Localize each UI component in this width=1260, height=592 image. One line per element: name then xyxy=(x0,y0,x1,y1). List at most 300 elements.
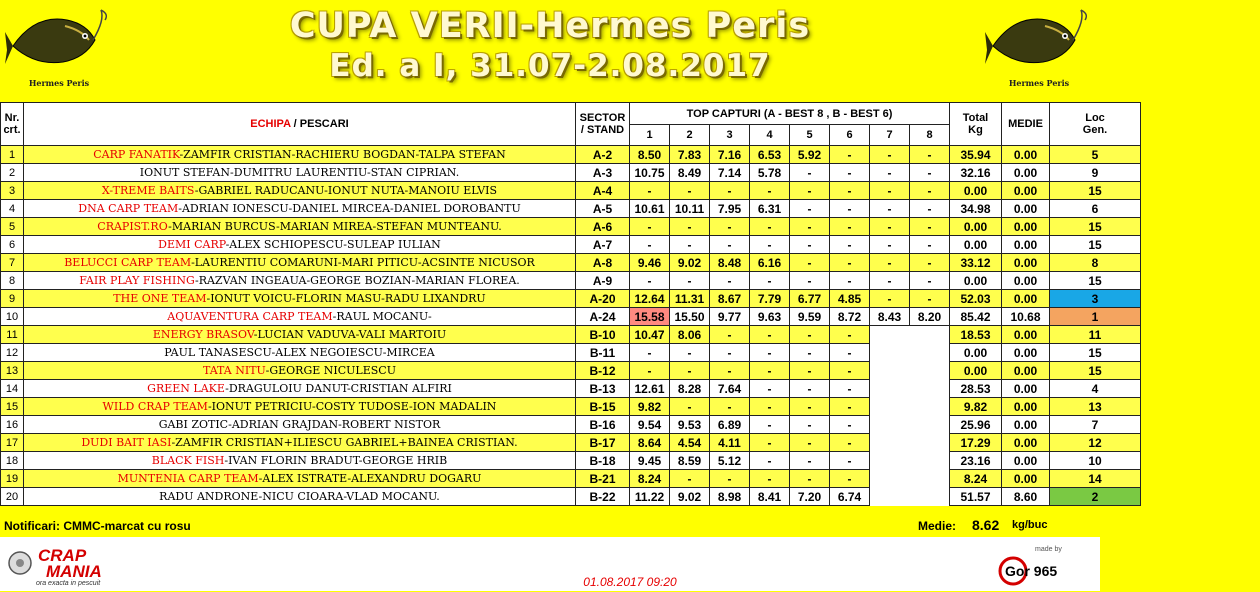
capture-cell: 9.54 xyxy=(630,416,670,434)
medie-cell: 0.00 xyxy=(1002,362,1050,380)
capture-cell: - xyxy=(910,272,950,290)
empty-cell xyxy=(870,398,950,416)
stand-cell: B-18 xyxy=(576,452,630,470)
medie-cell: 0.00 xyxy=(1002,146,1050,164)
table-row xyxy=(1,488,1141,506)
capture-cell: - xyxy=(790,362,830,380)
loc-cell: 10 xyxy=(1050,452,1141,470)
team-cell xyxy=(24,326,576,344)
stand-cell: A-2 xyxy=(576,146,630,164)
medie-unit: kg/buc xyxy=(1012,519,1048,531)
loc-cell: 14 xyxy=(1050,470,1141,488)
capture-cell: - xyxy=(910,164,950,182)
medie-cell: 0.00 xyxy=(1002,380,1050,398)
team-cell xyxy=(24,164,576,182)
logo-caption-left: Hermes Peris xyxy=(28,78,90,88)
capture-cell: - xyxy=(790,416,830,434)
team-members: -GABRIEL RADUCANU-IONUT NUTA-MANOIU ELVIS xyxy=(194,184,498,197)
capture-cell: - xyxy=(830,398,870,416)
medie-value: 8.62 xyxy=(972,517,1000,533)
table-row xyxy=(1,452,1141,470)
medie-cell: 0.00 xyxy=(1002,272,1050,290)
capture-cell: 9.77 xyxy=(710,308,750,326)
capture-cell: - xyxy=(870,254,910,272)
capture-cell: - xyxy=(630,272,670,290)
team-cell xyxy=(24,236,576,254)
team-name: MUNTENIA CARP TEAM xyxy=(117,472,259,485)
capture-cell: 8.43 xyxy=(870,308,910,326)
empty-cell xyxy=(870,452,950,470)
capture-col-header: 4 xyxy=(750,125,790,146)
team-members: -ALEX SCHIOPESCU-SULEAP IULIAN xyxy=(225,238,441,251)
team-name: BLACK FISH xyxy=(151,454,225,467)
medie-cell: 10.68 xyxy=(1002,308,1050,326)
results-table xyxy=(0,102,1141,506)
capture-cell: - xyxy=(790,380,830,398)
capture-cell: 8.59 xyxy=(670,452,710,470)
capture-cell: 7.83 xyxy=(670,146,710,164)
table-row xyxy=(1,416,1141,434)
capture-cell: - xyxy=(750,362,790,380)
event-title: CUPA VERII-Hermes Peris xyxy=(289,6,811,46)
capture-cell: 5.92 xyxy=(790,146,830,164)
capture-cell: - xyxy=(830,344,870,362)
team-members: -RAUL MOCANU- xyxy=(332,310,432,323)
capture-cell: 15.50 xyxy=(670,308,710,326)
empty-cell xyxy=(870,326,950,344)
medie-cell: 0.00 xyxy=(1002,398,1050,416)
table-row xyxy=(1,272,1141,290)
stand-cell: A-24 xyxy=(576,308,630,326)
medie-cell: 0.00 xyxy=(1002,290,1050,308)
capture-cell: 8.28 xyxy=(670,380,710,398)
row-number: 16 xyxy=(1,416,24,434)
capture-cell: - xyxy=(790,272,830,290)
capture-cell: - xyxy=(710,344,750,362)
loc-header: Loc Gen. xyxy=(1050,103,1141,146)
total-cell: 52.03 xyxy=(950,290,1002,308)
echipa-header: ECHIPA / PESCARI xyxy=(24,103,576,146)
total-cell: 32.16 xyxy=(950,164,1002,182)
table-row xyxy=(1,362,1141,380)
capture-cell: - xyxy=(750,272,790,290)
capture-cell: 8.49 xyxy=(670,164,710,182)
capture-cell: - xyxy=(790,398,830,416)
capture-cell: - xyxy=(670,398,710,416)
capture-cell: - xyxy=(830,380,870,398)
capture-col-header: 2 xyxy=(670,125,710,146)
capture-cell: - xyxy=(830,434,870,452)
empty-cell xyxy=(870,362,950,380)
logo-caption-right: Hermes Peris xyxy=(1008,78,1070,88)
medie-cell: 0.00 xyxy=(1002,344,1050,362)
gor-965-logo xyxy=(995,543,1095,587)
capture-cell: - xyxy=(830,470,870,488)
capture-cell: 9.63 xyxy=(750,308,790,326)
team-name: BELUCCI CARP TEAM xyxy=(64,256,192,269)
team-members: -IVAN FLORIN BRADUT-GEORGE HRIB xyxy=(224,454,448,467)
team-cell xyxy=(24,290,576,308)
team-members: -DRAGULOIU DANUT-CRISTIAN ALFIRI xyxy=(225,382,452,395)
team-members: -IONUT VOICU-FLORIN MASU-RADU LIXANDRU xyxy=(206,292,486,305)
capture-cell: - xyxy=(750,416,790,434)
medie-cell: 0.00 xyxy=(1002,200,1050,218)
stand-cell: A-7 xyxy=(576,236,630,254)
capture-cell: 4.54 xyxy=(670,434,710,452)
capture-cell: 9.59 xyxy=(790,308,830,326)
total-cell: 23.16 xyxy=(950,452,1002,470)
team-name: TATA NITU xyxy=(202,364,266,377)
capture-cell: - xyxy=(710,398,750,416)
capture-cell: - xyxy=(830,416,870,434)
table-row xyxy=(1,470,1141,488)
capture-cell: - xyxy=(750,452,790,470)
capture-cell: - xyxy=(910,182,950,200)
team-name: FAIR PLAY FISHING xyxy=(79,274,195,287)
team-name: DUDI BAIT IASI xyxy=(81,436,172,449)
table-row xyxy=(1,182,1141,200)
capture-cell: - xyxy=(910,218,950,236)
stand-cell: A-4 xyxy=(576,182,630,200)
empty-cell xyxy=(870,416,950,434)
team-name: X-TREME BAITS xyxy=(101,184,195,197)
table-row xyxy=(1,146,1141,164)
capture-cell: 9.02 xyxy=(670,488,710,506)
loc-cell: 12 xyxy=(1050,434,1141,452)
team-name: WILD CRAP TEAM xyxy=(102,400,208,413)
total-cell: 0.00 xyxy=(950,362,1002,380)
row-number: 15 xyxy=(1,398,24,416)
capture-cell: 4.85 xyxy=(830,290,870,308)
loc-cell: 5 xyxy=(1050,146,1141,164)
capture-cell: 9.45 xyxy=(630,452,670,470)
top-capturi-header: TOP CAPTURI (A - BEST 8 , B - BEST 6) xyxy=(630,103,950,125)
stand-cell: B-22 xyxy=(576,488,630,506)
row-number: 8 xyxy=(1,272,24,290)
capture-cell: - xyxy=(750,182,790,200)
capture-cell: 10.11 xyxy=(670,200,710,218)
total-cell: 28.53 xyxy=(950,380,1002,398)
loc-cell: 8 xyxy=(1050,254,1141,272)
capture-cell: 10.61 xyxy=(630,200,670,218)
loc-cell: 13 xyxy=(1050,398,1141,416)
capture-cell: 7.16 xyxy=(710,146,750,164)
capture-cell: - xyxy=(750,380,790,398)
table-row xyxy=(1,218,1141,236)
row-number: 12 xyxy=(1,344,24,362)
loc-cell: 15 xyxy=(1050,236,1141,254)
capture-cell: - xyxy=(870,182,910,200)
medie-cell: 0.00 xyxy=(1002,236,1050,254)
event-edition: Ed. a I, 31.07-2.08.2017 xyxy=(329,48,771,84)
capture-cell: - xyxy=(630,218,670,236)
team-members: -MARIAN BURCUS-MARIAN MIREA-STEFAN MUNTEANU. xyxy=(168,220,502,233)
loc-cell: 9 xyxy=(1050,164,1141,182)
svg-text:CRAP: CRAP xyxy=(38,546,87,565)
capture-cell: - xyxy=(790,434,830,452)
medie-cell: 0.00 xyxy=(1002,182,1050,200)
capture-cell: - xyxy=(750,470,790,488)
table-row xyxy=(1,236,1141,254)
medie-cell: 0.00 xyxy=(1002,164,1050,182)
team-members: -LUCIAN VADUVA-VALI MARTOIU xyxy=(253,328,447,341)
capture-cell: 7.20 xyxy=(790,488,830,506)
capture-cell: - xyxy=(750,398,790,416)
capture-cell: - xyxy=(790,326,830,344)
team-name: DNA CARP TEAM xyxy=(78,202,179,215)
row-number: 14 xyxy=(1,380,24,398)
team-cell xyxy=(24,146,576,164)
capture-cell: - xyxy=(750,344,790,362)
capture-cell: - xyxy=(910,200,950,218)
total-cell: 25.96 xyxy=(950,416,1002,434)
table-row xyxy=(1,200,1141,218)
capture-cell: 5.12 xyxy=(710,452,750,470)
team-cell xyxy=(24,218,576,236)
capture-cell: 7.95 xyxy=(710,200,750,218)
table-row xyxy=(1,398,1141,416)
capture-cell: 9.53 xyxy=(670,416,710,434)
team-members: GABI ZOTIC-ADRIAN GRAJDAN-ROBERT NISTOR xyxy=(158,418,441,431)
capture-cell: - xyxy=(870,164,910,182)
capture-cell: 10.47 xyxy=(630,326,670,344)
row-number: 10 xyxy=(1,308,24,326)
capture-cell: 5.78 xyxy=(750,164,790,182)
total-cell: 0.00 xyxy=(950,182,1002,200)
row-number: 2 xyxy=(1,164,24,182)
team-name: AQUAVENTURA CARP TEAM xyxy=(167,310,333,323)
capture-cell: 7.79 xyxy=(750,290,790,308)
capture-cell: - xyxy=(830,326,870,344)
capture-cell: - xyxy=(750,218,790,236)
capture-cell: - xyxy=(870,146,910,164)
capture-cell: 8.98 xyxy=(710,488,750,506)
capture-cell: 8.67 xyxy=(710,290,750,308)
total-cell: 0.00 xyxy=(950,272,1002,290)
team-cell xyxy=(24,416,576,434)
svg-text:MANIA: MANIA xyxy=(46,562,102,581)
svg-text:ora exacta in pescuit: ora exacta in pescuit xyxy=(36,580,101,587)
capture-cell: - xyxy=(670,236,710,254)
capture-cell: - xyxy=(710,326,750,344)
row-number: 5 xyxy=(1,218,24,236)
capture-cell: - xyxy=(630,236,670,254)
team-name: CARP FANATIK xyxy=(93,148,180,161)
team-cell xyxy=(24,200,576,218)
total-cell: 9.82 xyxy=(950,398,1002,416)
stand-cell: B-15 xyxy=(576,398,630,416)
bottom-bar xyxy=(0,537,1100,591)
medie-cell: 0.00 xyxy=(1002,470,1050,488)
row-number: 11 xyxy=(1,326,24,344)
capture-cell: - xyxy=(870,218,910,236)
capture-cell: 6.74 xyxy=(830,488,870,506)
capture-cell: - xyxy=(870,200,910,218)
team-cell xyxy=(24,434,576,452)
svg-text:made by: made by xyxy=(1035,546,1062,553)
row-number: 17 xyxy=(1,434,24,452)
table-row xyxy=(1,290,1141,308)
capture-cell: - xyxy=(870,272,910,290)
stand-cell: A-6 xyxy=(576,218,630,236)
stand-cell: B-16 xyxy=(576,416,630,434)
team-members: -ALEX ISTRATE-ALEXANDRU DOGARU xyxy=(258,472,482,485)
table-row xyxy=(1,254,1141,272)
stand-cell: B-17 xyxy=(576,434,630,452)
capture-cell: 8.48 xyxy=(710,254,750,272)
loc-cell: 15 xyxy=(1050,182,1141,200)
capture-cell: - xyxy=(830,200,870,218)
capture-cell: 6.53 xyxy=(750,146,790,164)
stand-cell: A-20 xyxy=(576,290,630,308)
loc-cell: 11 xyxy=(1050,326,1141,344)
capture-cell: - xyxy=(790,236,830,254)
team-name: ENERGY BRASOV xyxy=(152,328,254,341)
capture-cell: 8.72 xyxy=(830,308,870,326)
capture-cell: - xyxy=(750,236,790,254)
table-row xyxy=(1,326,1141,344)
row-number: 4 xyxy=(1,200,24,218)
table-row xyxy=(1,434,1141,452)
empty-cell xyxy=(870,380,950,398)
loc-cell: 15 xyxy=(1050,362,1141,380)
nr-header: Nr. crt. xyxy=(1,103,24,146)
medie-cell: 0.00 xyxy=(1002,254,1050,272)
empty-cell xyxy=(870,470,950,488)
capture-cell: 8.41 xyxy=(750,488,790,506)
team-cell xyxy=(24,398,576,416)
empty-cell xyxy=(870,344,950,362)
capture-cell: 4.11 xyxy=(710,434,750,452)
total-cell: 8.24 xyxy=(950,470,1002,488)
stand-cell: A-8 xyxy=(576,254,630,272)
table-row xyxy=(1,380,1141,398)
capture-cell: 6.89 xyxy=(710,416,750,434)
team-members: -ZAMFIR CRISTIAN-RACHIERU BOGDAN-TALPA STEFAN xyxy=(179,148,506,161)
stand-cell: B-13 xyxy=(576,380,630,398)
medie-label: Medie: xyxy=(918,519,957,533)
capture-cell: - xyxy=(910,146,950,164)
table-row xyxy=(1,164,1141,182)
team-members: -ADRIAN IONESCU-DANIEL MIRCEA-DANIEL DOROBANTU xyxy=(178,202,521,215)
loc-cell: 6 xyxy=(1050,200,1141,218)
team-name: GREEN LAKE xyxy=(147,382,226,395)
team-name: DEMI CARP xyxy=(158,238,226,251)
svg-text:Gor 965: Gor 965 xyxy=(1005,563,1058,579)
total-cell: 33.12 xyxy=(950,254,1002,272)
team-members: -GEORGE NICULESCU xyxy=(265,364,396,377)
capture-cell: - xyxy=(710,182,750,200)
gor-logo-icon xyxy=(995,543,1095,587)
capture-cell: - xyxy=(790,344,830,362)
loc-cell: 1 xyxy=(1050,308,1141,326)
empty-cell xyxy=(870,434,950,452)
team-members: PAUL TANASESCU-ALEX NEGOIESCU-MIRCEA xyxy=(164,346,435,359)
capture-cell: 6.16 xyxy=(750,254,790,272)
capture-cell: - xyxy=(670,362,710,380)
stand-cell: B-11 xyxy=(576,344,630,362)
medie-cell: 0.00 xyxy=(1002,218,1050,236)
capture-cell: - xyxy=(710,236,750,254)
capture-cell: - xyxy=(790,470,830,488)
team-cell xyxy=(24,362,576,380)
capture-cell: - xyxy=(790,218,830,236)
capture-cell: 15.58 xyxy=(630,308,670,326)
capture-cell: 8.06 xyxy=(670,326,710,344)
capture-cell: - xyxy=(910,290,950,308)
capture-cell: - xyxy=(790,254,830,272)
capture-cell: - xyxy=(910,254,950,272)
capture-cell: - xyxy=(790,200,830,218)
row-number: 19 xyxy=(1,470,24,488)
capture-cell: - xyxy=(830,272,870,290)
medie-header: MEDIE xyxy=(1002,103,1050,146)
carp-fish-icon xyxy=(985,6,1093,76)
footer-row xyxy=(0,513,1100,537)
team-cell xyxy=(24,488,576,506)
team-name: THE ONE TEAM xyxy=(113,292,207,305)
total-header: Total Kg xyxy=(950,103,1002,146)
capture-cell: - xyxy=(630,182,670,200)
capture-cell: - xyxy=(670,344,710,362)
loc-cell: 3 xyxy=(1050,290,1141,308)
capture-cell: - xyxy=(830,146,870,164)
team-name: CRAPIST.RO xyxy=(97,220,169,233)
stand-cell: A-9 xyxy=(576,272,630,290)
loc-cell: 7 xyxy=(1050,416,1141,434)
capture-cell: - xyxy=(750,326,790,344)
row-number: 18 xyxy=(1,452,24,470)
team-members: -LAURENTIU COMARUNI-MARI PITICU-ACSINTE NICUSOR xyxy=(191,256,535,269)
capture-cell: - xyxy=(790,182,830,200)
row-number: 13 xyxy=(1,362,24,380)
table-row xyxy=(1,344,1141,362)
capture-cell: - xyxy=(830,362,870,380)
team-members: -RAZVAN INGEAUA-GEORGE BOZIAN-MARIAN FLOREA. xyxy=(194,274,520,287)
total-cell: 34.98 xyxy=(950,200,1002,218)
row-number: 20 xyxy=(1,488,24,506)
team-cell xyxy=(24,308,576,326)
notificari-text: Notificari: CMMC-marcat cu rosu xyxy=(4,519,191,533)
capture-cell: 8.24 xyxy=(630,470,670,488)
capture-cell: 8.64 xyxy=(630,434,670,452)
capture-cell: - xyxy=(710,470,750,488)
capture-cell: - xyxy=(870,290,910,308)
loc-cell: 15 xyxy=(1050,272,1141,290)
team-members: -IONUT PETRICIU-COSTY TUDOSE-ION MADALIN xyxy=(207,400,497,413)
capture-cell: - xyxy=(710,218,750,236)
capture-cell: - xyxy=(670,218,710,236)
capture-col-header: 6 xyxy=(830,125,870,146)
team-cell xyxy=(24,182,576,200)
capture-cell: 9.82 xyxy=(630,398,670,416)
team-members: -ZAMFIR CRISTIAN+ILIESCU GABRIEL+BAINEA CRISTIAN. xyxy=(171,436,518,449)
team-cell xyxy=(24,452,576,470)
capture-cell: 10.75 xyxy=(630,164,670,182)
team-cell xyxy=(24,254,576,272)
capture-col-header: 7 xyxy=(870,125,910,146)
medie-cell: 0.00 xyxy=(1002,452,1050,470)
medie-cell: 0.00 xyxy=(1002,434,1050,452)
total-cell: 0.00 xyxy=(950,344,1002,362)
capture-cell: 12.64 xyxy=(630,290,670,308)
stand-cell: B-10 xyxy=(576,326,630,344)
stand-cell: A-5 xyxy=(576,200,630,218)
total-cell: 18.53 xyxy=(950,326,1002,344)
capture-col-header: 5 xyxy=(790,125,830,146)
team-members: RADU ANDRONE-NICU CIOARA-VLAD MOCANU. xyxy=(159,490,440,503)
loc-cell: 4 xyxy=(1050,380,1141,398)
